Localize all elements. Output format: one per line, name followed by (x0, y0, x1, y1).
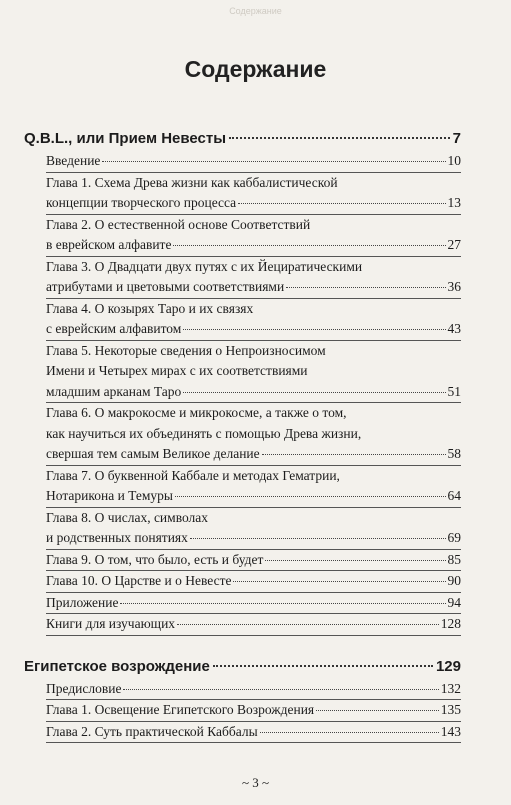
entry-text: Глава 8. О числах, символах (46, 509, 209, 525)
entry-text: Введение (46, 153, 101, 168)
entry-page-number: 13 (447, 195, 461, 210)
entry-text: свершая тем самым Великое делание (46, 446, 260, 461)
section-gap (24, 636, 461, 656)
entry-text: Глава 1. Схема Древа жизни как каббалистической (46, 174, 338, 190)
section-heading (24, 128, 461, 150)
entry-page-number: 58 (447, 446, 461, 461)
entry-page-number: 128 (440, 616, 461, 631)
dot-leader (123, 689, 438, 690)
toc-entry (46, 550, 461, 572)
dot-leader (183, 392, 445, 393)
entry-page-number: 43 (447, 321, 461, 336)
entry-line (46, 277, 461, 298)
page-number: ~ 3 ~ (241, 775, 270, 790)
entry-text: концепции творческого процесса (46, 195, 237, 210)
dot-leader (190, 538, 446, 539)
entry-line (46, 299, 461, 320)
toc-entry (46, 593, 461, 615)
entry-text: Предисловие (46, 680, 122, 696)
entry-line (46, 571, 461, 592)
dot-leader (238, 203, 445, 204)
running-header: Содержание (229, 6, 282, 16)
entry-line (46, 466, 461, 487)
toc-entry (46, 173, 461, 215)
entry-text: Глава 2. О естественной основе Соответствий (46, 216, 311, 232)
dot-leader (265, 560, 445, 561)
entry-line (46, 361, 461, 382)
dot-leader (120, 603, 445, 604)
entry-line (46, 193, 461, 214)
entry-text: Глава 2. Суть практической Каббалы (46, 723, 258, 739)
entry-text: Глава 7. О буквенной Каббале и методах Гематрии, (46, 467, 340, 483)
entry-page-number: 51 (447, 383, 461, 399)
dot-leader (177, 624, 439, 625)
dot-leader (262, 454, 446, 455)
entry-text: Приложение (46, 594, 119, 610)
entry-page-number: 10 (447, 153, 461, 168)
entry-line (46, 508, 461, 529)
dot-leader (213, 665, 433, 667)
page-title: Содержание (184, 56, 327, 82)
entry-list (46, 151, 461, 636)
entry-line (46, 403, 461, 424)
entry-text: атрибутами и цветовыми соответствиями (46, 279, 285, 294)
entry-line (46, 486, 461, 507)
entry-text: с еврейским алфавитом (46, 321, 182, 336)
entry-line (46, 382, 461, 403)
entry-line (46, 679, 461, 700)
entry-text: Нотарикона и Темуры (46, 488, 174, 503)
entry-text: Глава 1. Освещение Египетского Возрождения (46, 702, 315, 717)
dot-leader (286, 287, 445, 288)
entry-page-number: 143 (440, 723, 461, 739)
dot-leader (173, 245, 445, 246)
section-title: Египетское возрождение (24, 657, 210, 675)
entry-text: Глава 5. Некоторые сведения о Непроизносимом (46, 342, 326, 358)
toc-entry (46, 614, 461, 636)
entry-line (46, 151, 461, 172)
entry-text: Книги для изучающих (46, 616, 176, 631)
entry-page-number: 36 (447, 279, 461, 294)
dot-leader (260, 732, 439, 733)
entry-list (46, 679, 461, 744)
entry-line (46, 722, 461, 743)
entry-line (46, 614, 461, 635)
dot-leader (102, 161, 445, 162)
entry-page-number: 64 (447, 488, 461, 503)
entry-text: как научиться их объединять с помощью Древа жизни, (46, 425, 362, 441)
toc-entry (46, 571, 461, 593)
entry-text: и родственных понятиях (46, 530, 188, 545)
dot-leader (316, 710, 439, 711)
dot-leader (183, 329, 445, 330)
entry-text: Имени и Четырех мирах с их соответствиями (46, 363, 308, 378)
entry-page-number: 90 (447, 573, 461, 588)
entry-page-number: 132 (440, 680, 461, 696)
toc-entry (46, 700, 461, 722)
entry-text: Глава 10. О Царстве и о Невесте (46, 573, 232, 588)
toc-entry (46, 257, 461, 299)
entry-line (46, 424, 461, 445)
toc-entry (46, 508, 461, 550)
entry-line (46, 235, 461, 256)
toc-entry (46, 299, 461, 341)
entry-line (46, 700, 461, 721)
entry-text: Глава 6. О макрокосме и микрокосме, а также о том, (46, 405, 347, 420)
entry-line (46, 319, 461, 340)
entry-text: в еврейском алфавите (46, 237, 172, 252)
entry-text: Глава 4. О козырях Таро и их связях (46, 300, 254, 316)
entry-page-number: 94 (447, 594, 461, 610)
entry-line (46, 341, 461, 362)
section-title: Q.B.L., или Прием Невесты (24, 130, 227, 147)
entry-text: Глава 3. О Двадцати двух путях с их Йециратическими (46, 258, 363, 274)
entry-line (46, 550, 461, 571)
entry-line (46, 593, 461, 614)
entry-text: Глава 9. О том, что было, есть и будет (46, 551, 264, 567)
entry-page-number: 85 (447, 551, 461, 567)
entry-page-number: 69 (447, 530, 461, 545)
table-of-contents (24, 128, 461, 743)
dot-leader (175, 496, 445, 497)
entry-page-number: 135 (440, 702, 461, 717)
toc-entry (46, 215, 461, 257)
toc-entry (46, 679, 461, 701)
entry-text: младшим арканам Таро (46, 383, 182, 399)
entry-page-number: 27 (447, 237, 461, 252)
toc-entry (46, 151, 461, 173)
entry-line (46, 444, 461, 465)
dot-leader (233, 581, 445, 582)
entry-line (46, 257, 461, 278)
entry-line (46, 528, 461, 549)
section-page-number: 129 (435, 657, 461, 675)
toc-entry (46, 722, 461, 744)
section-heading (24, 656, 461, 678)
section-page-number: 7 (452, 130, 461, 147)
dot-leader (229, 137, 450, 139)
toc-entry (46, 403, 461, 466)
toc-entry (46, 341, 461, 404)
toc-entry (46, 466, 461, 508)
entry-line (46, 215, 461, 236)
entry-line (46, 173, 461, 194)
